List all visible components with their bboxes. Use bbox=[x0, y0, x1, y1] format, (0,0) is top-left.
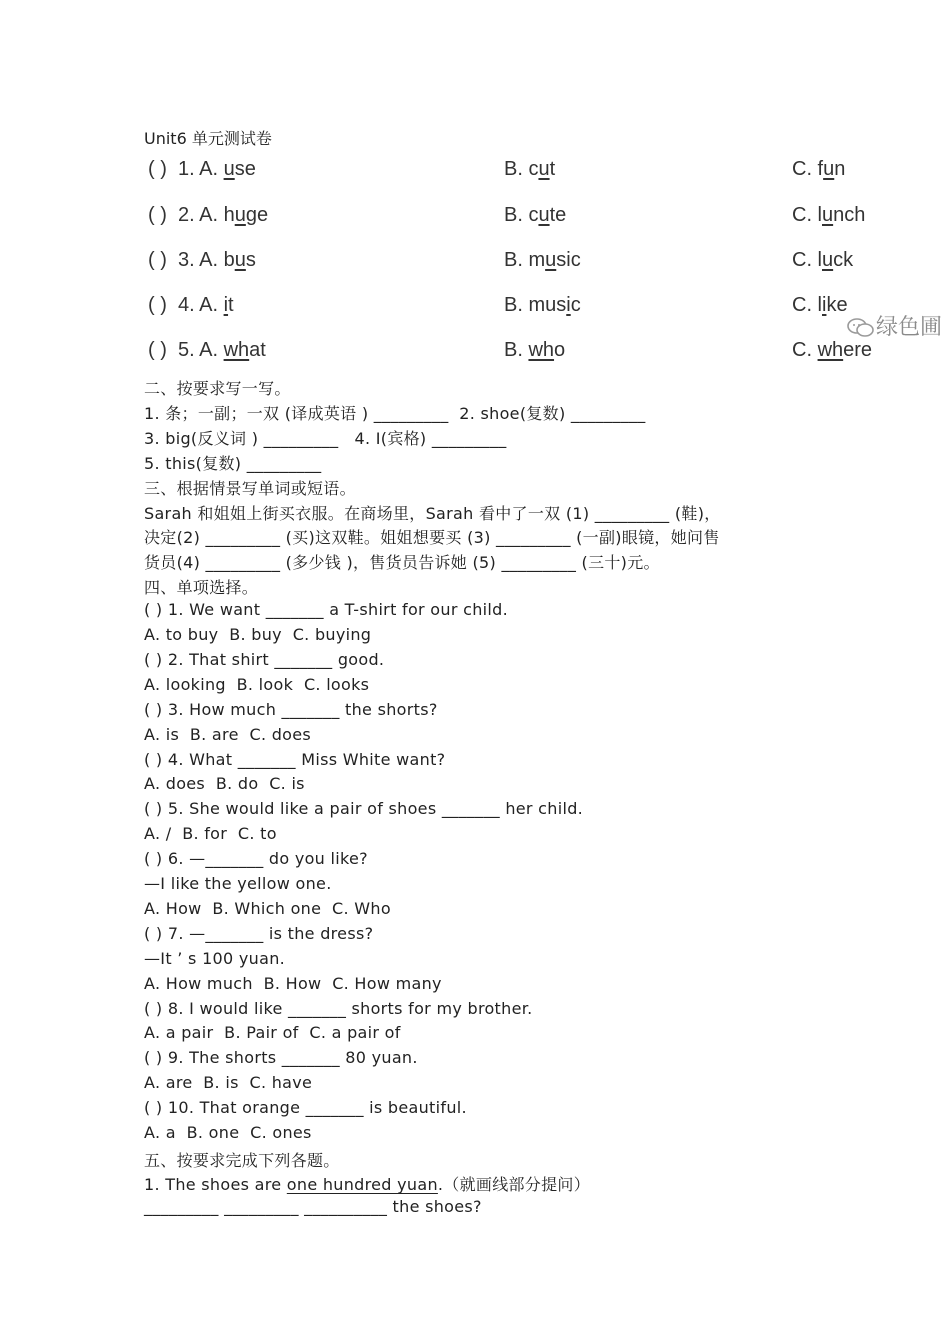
watermark bbox=[846, 310, 942, 341]
text-line: 二、按要求写一写。 bbox=[144, 379, 291, 398]
text-line: A. are B. is C. have bbox=[144, 1073, 313, 1093]
answer-blank: ( ) bbox=[148, 204, 167, 226]
text-line: A. is B. are C. does bbox=[144, 724, 312, 744]
text-line: A. looking B. look C. looks bbox=[144, 674, 370, 694]
text-line: ( ) 10. That orange _______ is beautiful. bbox=[144, 1098, 467, 1118]
text-line: Sarah 和姐姐上街买衣服。在商场里，Sarah 看中了一双 (1) _________ (鞋)， bbox=[144, 503, 721, 523]
answer-blank: ( ) bbox=[148, 339, 167, 361]
text-line: ( ) 8. I would like _______ shorts for my brother. bbox=[144, 998, 533, 1018]
text-line: ( ) 3. How much _______ the shorts? bbox=[144, 699, 438, 719]
phonics-row bbox=[144, 249, 944, 279]
option-c: C. fun bbox=[792, 158, 846, 180]
text-line: A. does B. do C. is bbox=[144, 774, 305, 794]
text-line: ( ) 4. What _______ Miss White want? bbox=[144, 749, 446, 769]
watermark-text: 绿色圃 bbox=[876, 315, 943, 340]
option-b: B. music bbox=[504, 249, 581, 271]
option-c: C. luck bbox=[792, 249, 854, 271]
phonics-row bbox=[144, 294, 944, 324]
text-line: ( ) 7. —_______ is the dress? bbox=[144, 923, 374, 943]
page-title: Unit6 单元测试卷 bbox=[144, 129, 272, 148]
answer-blank: ( ) bbox=[148, 249, 167, 271]
text-line: ( ) 1. We want _______ a T-shirt for our child. bbox=[144, 600, 508, 620]
text-line: 三、根据情景写单词或短语。 bbox=[144, 478, 356, 498]
text-line: 1. 条；一副；一双 (译成英语 ) _________ 2. shoe(复数) _________ bbox=[144, 403, 646, 423]
text-line: A. How much B. How C. How many bbox=[144, 973, 442, 993]
option-b: B. music bbox=[504, 294, 581, 316]
text-line: ( ) 2. That shirt _______ good. bbox=[144, 649, 385, 669]
question-line: 1. The shoes are one hundred yuan.（就画线部分提问） bbox=[144, 1175, 590, 1194]
text-line: 四、单项选择。 bbox=[144, 578, 259, 598]
option-c: C. like bbox=[792, 294, 848, 316]
answer-line: _________ _________ __________ the shoes? bbox=[144, 1197, 482, 1216]
text-line: —I like the yellow one. bbox=[144, 874, 332, 893]
text-line: 货员(4) _________ (多少钱 )，售货员告诉她 (5) _________ (三十)元。 bbox=[144, 553, 660, 573]
text-line: A. How B. Which one C. Who bbox=[144, 898, 391, 918]
text-line: 五、按要求完成下列各题。 bbox=[144, 1150, 340, 1170]
text-line: 5. this(复数) _________ bbox=[144, 453, 322, 473]
phonics-row bbox=[144, 158, 944, 188]
text-line: A. a pair B. Pair of C. a pair of bbox=[144, 1023, 401, 1043]
option-b: B. cute bbox=[504, 204, 567, 226]
phonics-row bbox=[144, 204, 944, 234]
text-line: ( ) 9. The shorts _______ 80 yuan. bbox=[144, 1048, 418, 1068]
text-line: —It ’ s 100 yuan. bbox=[144, 948, 286, 968]
text-line: 决定(2) _________ (买)这双鞋。姐姐想要买 (3) _________ (一副)眼镜，她问售 bbox=[144, 528, 720, 548]
option-a: 3. A. bus bbox=[178, 249, 256, 271]
underlined-phrase: one hundred yuan bbox=[286, 1175, 438, 1194]
option-c: C. where bbox=[792, 339, 873, 361]
answer-blank: ( ) bbox=[148, 294, 167, 316]
option-a: 1. A. use bbox=[178, 158, 256, 180]
answer-blank: ( ) bbox=[148, 158, 167, 180]
option-a: 5. A. what bbox=[178, 339, 266, 361]
wechat-icon bbox=[846, 317, 876, 339]
text-line: A. / B. for C. to bbox=[144, 824, 277, 844]
option-c: C. lunch bbox=[792, 204, 866, 226]
phonics-row bbox=[144, 339, 944, 369]
text-line: A. to buy B. buy C. buying bbox=[144, 625, 372, 644]
option-a: 2. A. huge bbox=[178, 204, 269, 226]
option-b: B. who bbox=[504, 339, 566, 361]
text-line: 3. big(反义词 ) _________ 4. I(宾格) _________ bbox=[144, 428, 507, 448]
text-line: ( ) 5. She would like a pair of shoes _______ her child. bbox=[144, 799, 584, 819]
text-line: ( ) 6. —_______ do you like? bbox=[144, 849, 368, 869]
text-line: A. a B. one C. ones bbox=[144, 1123, 312, 1142]
option-a: 4. A. it bbox=[178, 294, 234, 316]
option-b: B. cut bbox=[504, 158, 556, 180]
